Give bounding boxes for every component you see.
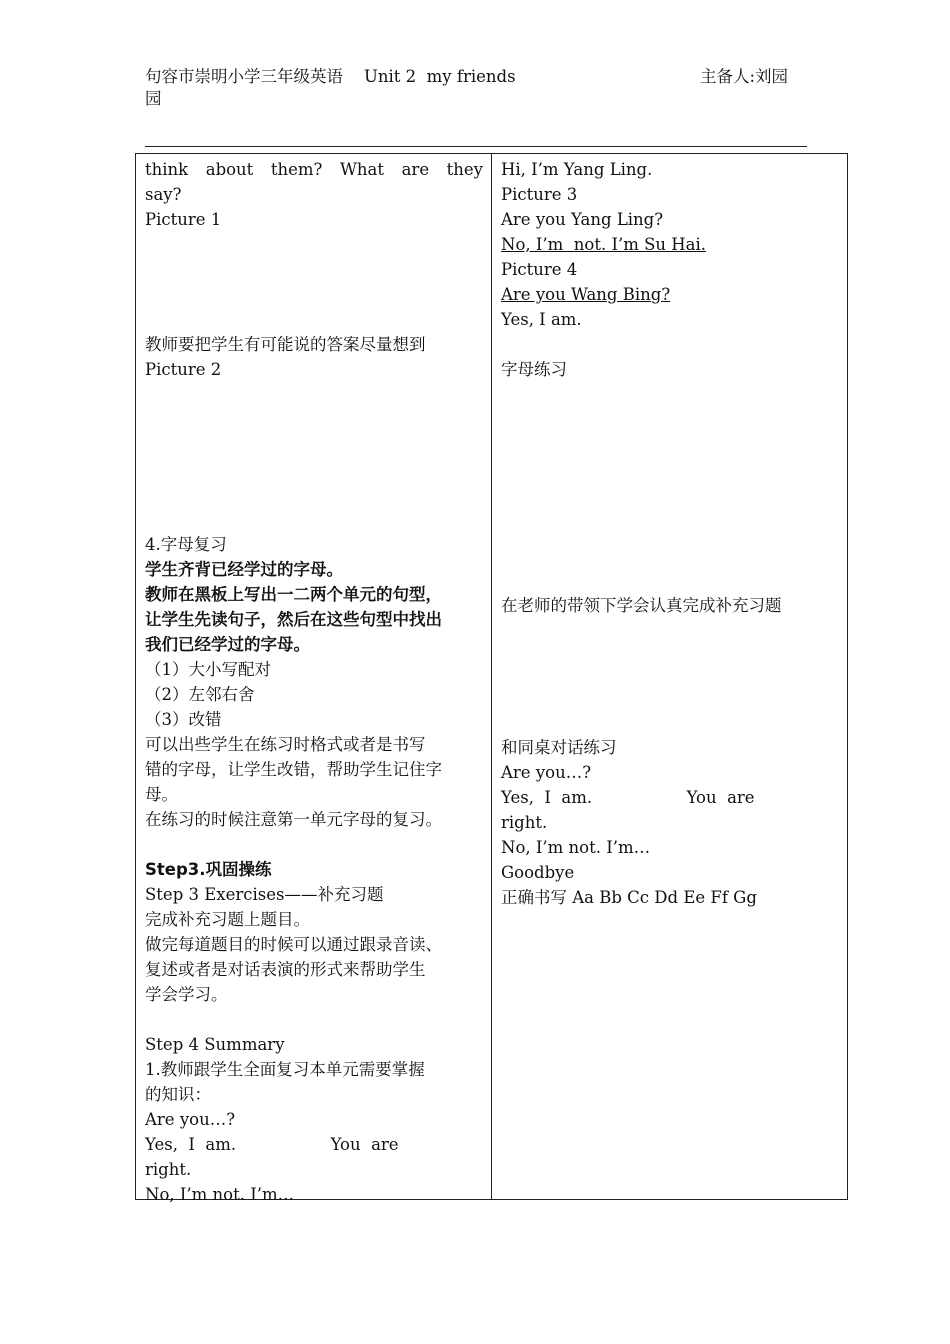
teacher-activity-cell bbox=[145, 157, 483, 1207]
text-line: Are you…? bbox=[145, 1110, 236, 1129]
text-line: Step 4 Summary bbox=[145, 1035, 285, 1054]
text-line: 学生齐背已经学过的字母。 bbox=[145, 560, 343, 579]
text-line: 我们已经学过的字母。 bbox=[145, 635, 310, 654]
text-line: right. bbox=[501, 813, 548, 832]
text-line: Picture 1 bbox=[145, 210, 222, 229]
text-line: Are you…? bbox=[501, 763, 592, 782]
text-line: 可以出些学生在练习时格式或者是书写 bbox=[145, 735, 426, 754]
text-line: Step3.巩固操练 bbox=[145, 860, 272, 879]
text-line: Picture 3 bbox=[501, 185, 578, 204]
text-line: 在老师的带领下学会认真完成补充习题 bbox=[501, 596, 782, 615]
text-line: （1）大小写配对 bbox=[145, 660, 271, 679]
header-rule bbox=[145, 146, 807, 147]
text-line: Goodbye bbox=[501, 863, 575, 882]
text-line: Hi, I’m Yang Ling. bbox=[501, 160, 653, 179]
text-line: 正确书写 Aa Bb Cc Dd Ee Ff Gg bbox=[501, 888, 757, 907]
blank-space bbox=[145, 382, 483, 532]
text-line: （3）改错 bbox=[145, 710, 222, 729]
header-author: 主备人:刘园 bbox=[700, 67, 789, 86]
student-activity-cell bbox=[501, 157, 839, 910]
blank-space bbox=[145, 232, 483, 332]
blank-space bbox=[501, 618, 839, 735]
lesson-table bbox=[135, 153, 848, 1204]
header-title: 句容市崇明小学三年级英语 Unit 2 my friends bbox=[145, 67, 516, 86]
text-line: right. bbox=[145, 1160, 192, 1179]
text-line: 母。 bbox=[145, 785, 178, 804]
text-line: 4.字母复习 bbox=[145, 535, 227, 554]
text-line: 学会学习。 bbox=[145, 985, 228, 1004]
blank-space bbox=[501, 382, 839, 593]
text-line: 教师在黑板上写出一二两个单元的句型， bbox=[145, 585, 442, 604]
text-line: Yes, I am. You are bbox=[501, 788, 755, 807]
text-line: say? bbox=[145, 185, 182, 204]
text-line: 的知识： bbox=[145, 1085, 211, 1104]
text-line: No, I’m not. I’m… bbox=[145, 1185, 295, 1204]
text-line: 和同桌对话练习 bbox=[501, 738, 617, 757]
text-line: Picture 2 bbox=[145, 360, 222, 379]
text-line: Are you Yang Ling? bbox=[501, 210, 664, 229]
text-line: Yes, I am. You are bbox=[145, 1135, 399, 1154]
blank-space bbox=[145, 1007, 483, 1032]
underlined-text: No, I’m not. I’m Su Hai. bbox=[501, 235, 707, 254]
text-line: 教师要把学生有可能说的答案尽量想到 bbox=[145, 335, 426, 354]
header-author-wrap: 园 bbox=[145, 89, 162, 108]
text-line: 字母练习 bbox=[501, 360, 567, 379]
blank-space bbox=[145, 832, 483, 857]
text-line: 做完每道题目的时候可以通过跟录音读、 bbox=[145, 935, 442, 954]
text-line: Picture 4 bbox=[501, 260, 578, 279]
text-line: （2）左邻右舍 bbox=[145, 685, 255, 704]
text-line: 1.教师跟学生全面复习本单元需要掌握 bbox=[145, 1060, 425, 1079]
text-line: 在练习的时候注意第一单元字母的复习。 bbox=[145, 810, 442, 829]
text-line: 让学生先读句子，然后在这些句型中找出 bbox=[145, 610, 442, 629]
underlined-text: Are you Wang Bing? bbox=[501, 285, 671, 304]
text-line: Yes, I am. bbox=[501, 310, 582, 329]
text-line: 完成补充习题上题目。 bbox=[145, 910, 310, 929]
column-divider bbox=[491, 154, 492, 1199]
page-header bbox=[145, 66, 810, 110]
text-line: No, I’m not. I’m… bbox=[501, 838, 651, 857]
text-line: 错的字母，让学生改错，帮助学生记住字 bbox=[145, 760, 442, 779]
text-line: think about them? What are they bbox=[145, 160, 483, 179]
text-line: Step 3 Exercises——补充习题 bbox=[145, 885, 384, 904]
blank-space bbox=[501, 332, 839, 357]
text-line: 复述或者是对话表演的形式来帮助学生 bbox=[145, 960, 426, 979]
